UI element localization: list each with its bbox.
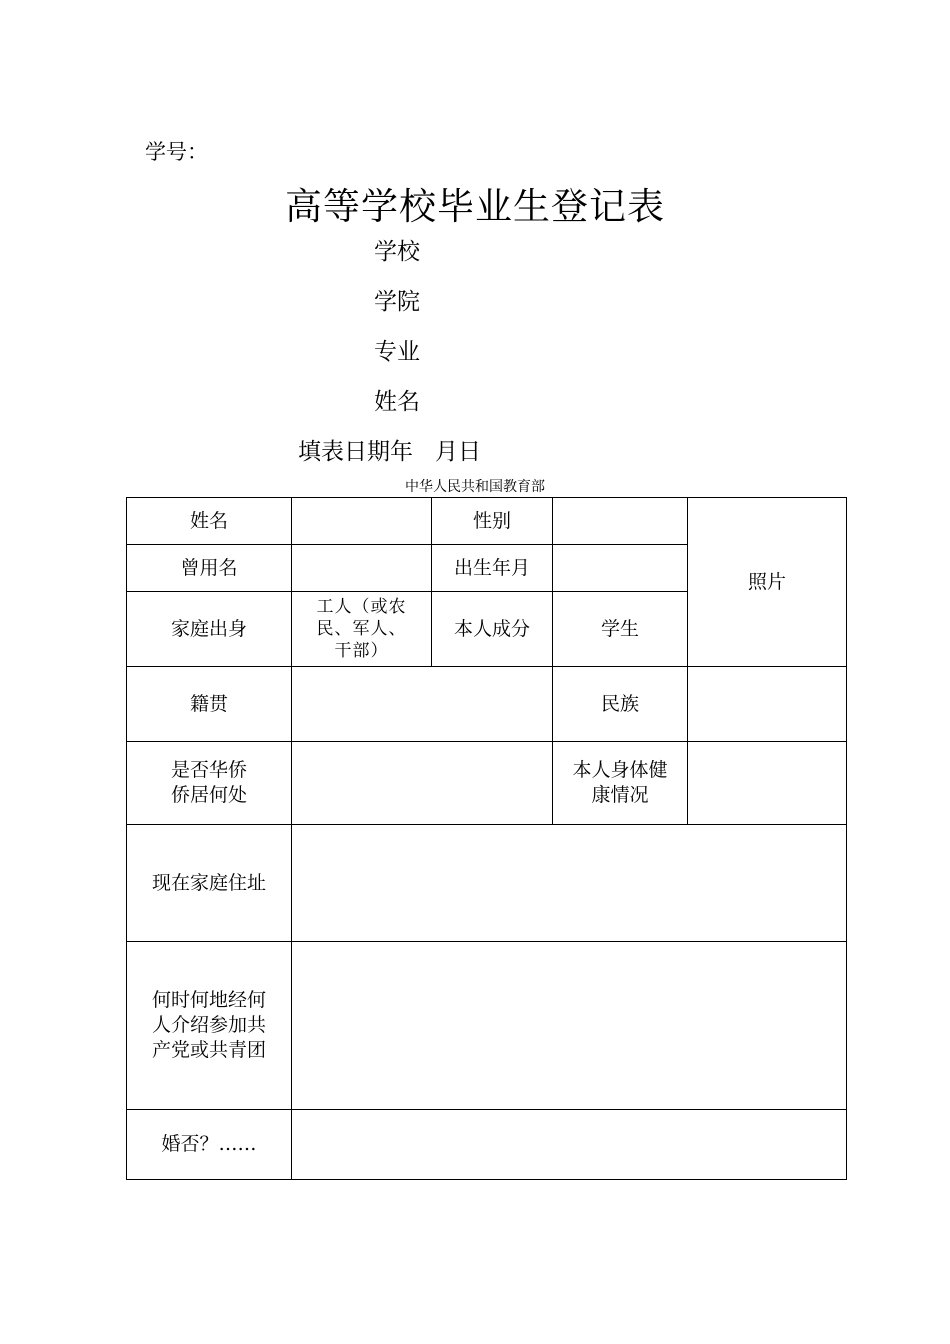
address-value-cell[interactable] — [292, 825, 847, 942]
table-row — [127, 667, 847, 742]
party-join-label-line: 人介绍参加共 — [151, 1014, 266, 1037]
birth-date-value-cell[interactable] — [553, 545, 688, 592]
birth-date-label: 出生年月 — [432, 545, 553, 592]
family-origin-label: 家庭出身 — [127, 592, 292, 667]
name-label: 姓名 — [374, 389, 420, 415]
ethnicity-label: 民族 — [553, 667, 688, 742]
native-place-value-cell[interactable] — [292, 667, 553, 742]
marital-value-cell[interactable] — [292, 1110, 847, 1180]
name-cell-label: 姓名 — [127, 498, 292, 545]
table-row — [127, 742, 847, 825]
personal-status-value[interactable]: 学生 — [553, 592, 688, 667]
table-row — [127, 825, 847, 942]
native-place-label: 籍贯 — [127, 667, 292, 742]
table-row — [127, 1110, 847, 1180]
marital-label: 婚否？…… — [127, 1110, 292, 1180]
table-row — [127, 942, 847, 1110]
overseas-value-cell[interactable] — [292, 742, 553, 825]
gender-cell-label: 性别 — [432, 498, 553, 545]
former-name-value-cell[interactable] — [292, 545, 432, 592]
name-value-cell[interactable] — [292, 498, 432, 545]
photo-cell[interactable]: 照片 — [688, 498, 847, 667]
fill-date-label — [298, 433, 481, 466]
ethnicity-value-cell[interactable] — [688, 667, 847, 742]
health-label-line: 康情况 — [591, 784, 649, 806]
address-label: 现在家庭住址 — [127, 825, 292, 942]
former-name-label: 曾用名 — [127, 545, 292, 592]
gender-value-cell[interactable] — [553, 498, 688, 545]
health-label-line: 本人身体健 — [572, 759, 668, 782]
family-origin-value-cell[interactable] — [292, 592, 432, 667]
party-join-label — [127, 942, 292, 1110]
major-label: 专业 — [374, 339, 420, 365]
overseas-label-line: 是否华侨 — [170, 759, 247, 782]
school-label: 学校 — [374, 239, 420, 265]
party-join-label-line: 何时何地经何 — [151, 989, 266, 1012]
college-label: 学院 — [374, 289, 420, 315]
party-join-value-cell[interactable] — [292, 942, 847, 1110]
fill-date-month-day: 月日 — [435, 439, 481, 465]
form-title: 高等学校毕业生登记表 — [285, 185, 665, 228]
health-label — [553, 742, 688, 825]
party-join-label-line: 产党或共青团 — [151, 1038, 266, 1061]
registration-table — [126, 497, 847, 1180]
overseas-label-line: 侨居何处 — [170, 784, 247, 806]
family-origin-value-line: 民、军人、 — [316, 618, 407, 639]
family-origin-value-line: 干部） — [334, 641, 389, 662]
personal-status-label: 本人成分 — [432, 592, 553, 667]
health-value-cell[interactable] — [688, 742, 847, 825]
overseas-label — [127, 742, 292, 825]
family-origin-value-line: 工人（或农 — [316, 596, 407, 617]
student-number-label: 学号： — [145, 140, 208, 164]
fill-date-year: 填表日期年 — [298, 439, 413, 465]
ministry-label: 中华人民共和国教育部 — [405, 479, 545, 495]
table-row — [127, 498, 847, 545]
